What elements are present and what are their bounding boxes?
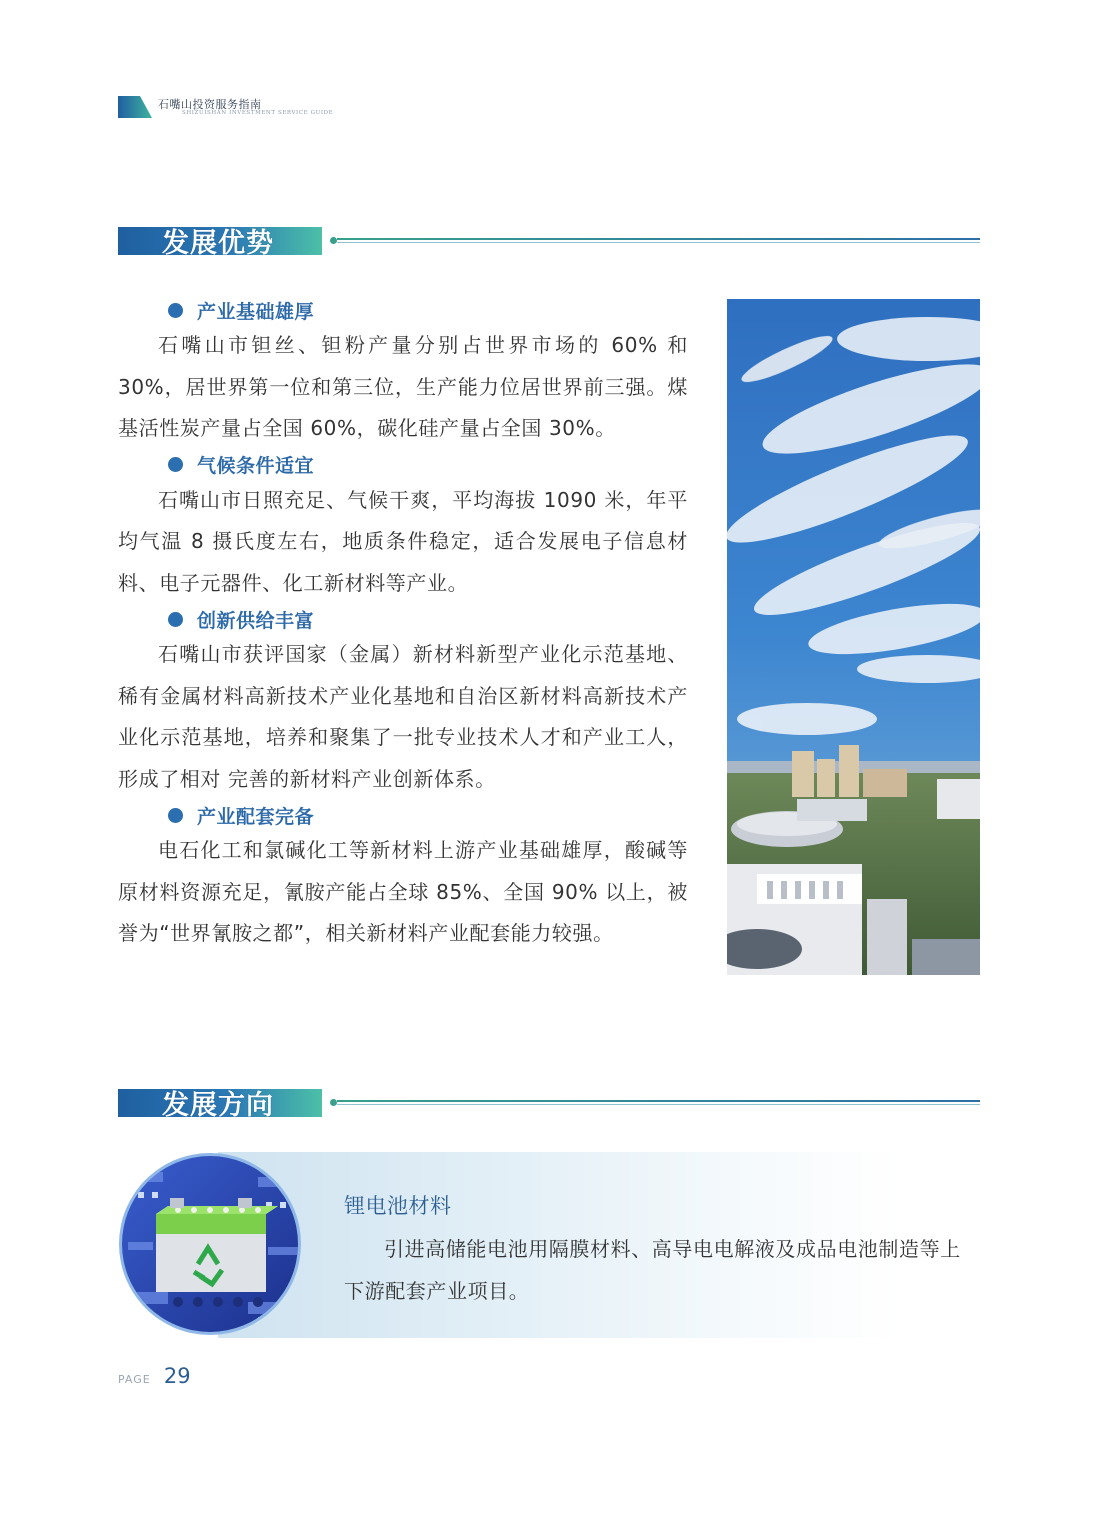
bullet-icon: [168, 457, 183, 472]
section-divider: [337, 1100, 980, 1102]
advantage-item: [118, 604, 688, 800]
advantage-title: 气候条件适宜: [197, 455, 315, 477]
advantage-title: 创新供给丰富: [197, 609, 315, 632]
section-header-directions: [118, 1089, 980, 1121]
advantage-item: [118, 450, 688, 605]
battery-recycle-icon: [118, 1152, 302, 1336]
section-divider: [337, 238, 980, 240]
advantage-heading: [168, 295, 688, 325]
advantage-item: [118, 800, 688, 955]
page-value: 29: [163, 1364, 191, 1388]
section-divider-thin: [337, 242, 980, 243]
advantage-title: 产业配套完备: [197, 805, 315, 828]
advantage-text: 石嘴山市钽丝、钽粉产量分别占世界市场的 60% 和 30%，居世界第一位和第三位，生产能力位居世界前三强。煤基活性炭产量占全国 60%，碳化硅产量占全国 30%。: [118, 333, 688, 440]
bullet-icon: [168, 612, 183, 627]
bullet-icon: [168, 808, 183, 823]
advantage-text: 石嘴山市获评国家（金属）新材料新型产业化示范基地、稀有金属材料高新技术产业化基地和自治区新材料高新技术产业化示范基地，培养和聚集了一批专业技术人才和产业工人，形成了相对 完善的新材料产业创新体系。: [118, 642, 688, 791]
advantage-heading: [168, 450, 688, 480]
advantage-text: 石嘴山市日照充足、气候干爽，平均海拔 1090 米，年平均气温 8 摄氏度左右，地质条件稳定，适合发展电子信息材料、电子元器件、化工新材料等产业。: [118, 487, 688, 595]
bullet-icon: [168, 303, 183, 318]
city-skyline-illustration: [727, 299, 980, 975]
guide-title: 石嘴山投资服务指南: [158, 98, 262, 111]
section-title: 发展方向: [162, 1090, 274, 1121]
section-dot-icon: [330, 1099, 337, 1106]
advantage-item: [118, 295, 688, 450]
page-number: [118, 1364, 191, 1388]
city-skyline-photo: [727, 299, 980, 975]
page-label: PAGE: [118, 1373, 151, 1386]
direction-card: [118, 1150, 980, 1340]
section-dot-icon: [330, 237, 337, 244]
advantage-heading: [168, 604, 688, 634]
section-divider-thin: [337, 1104, 980, 1105]
guide-logo-icon: [118, 96, 152, 118]
section-header-advantages: [118, 227, 980, 259]
advantage-heading: [168, 800, 688, 830]
direction-text: 引进高储能电池用隔膜材料、高导电电解液及成品电池制造等上下游配套产业项目。: [344, 1237, 961, 1303]
section-title: 发展优势: [162, 228, 274, 259]
advantage-text: 电石化工和氯碱化工等新材料上游产业基础雄厚，酸碱等原材料资源充足，氰胺产能占全球 85%、全国 90% 以上，被誉为“世界氰胺之都”，相关新材料产业配套能力较强。: [118, 838, 688, 945]
guide-subtitle: SHIZUISHAN INVESTMENT SERVICE GUIDE: [182, 110, 334, 116]
direction-title: 锂电池材料: [344, 1194, 452, 1218]
advantages-list: [118, 295, 688, 955]
page-header: [118, 96, 418, 120]
advantage-title: 产业基础雄厚: [197, 300, 315, 323]
